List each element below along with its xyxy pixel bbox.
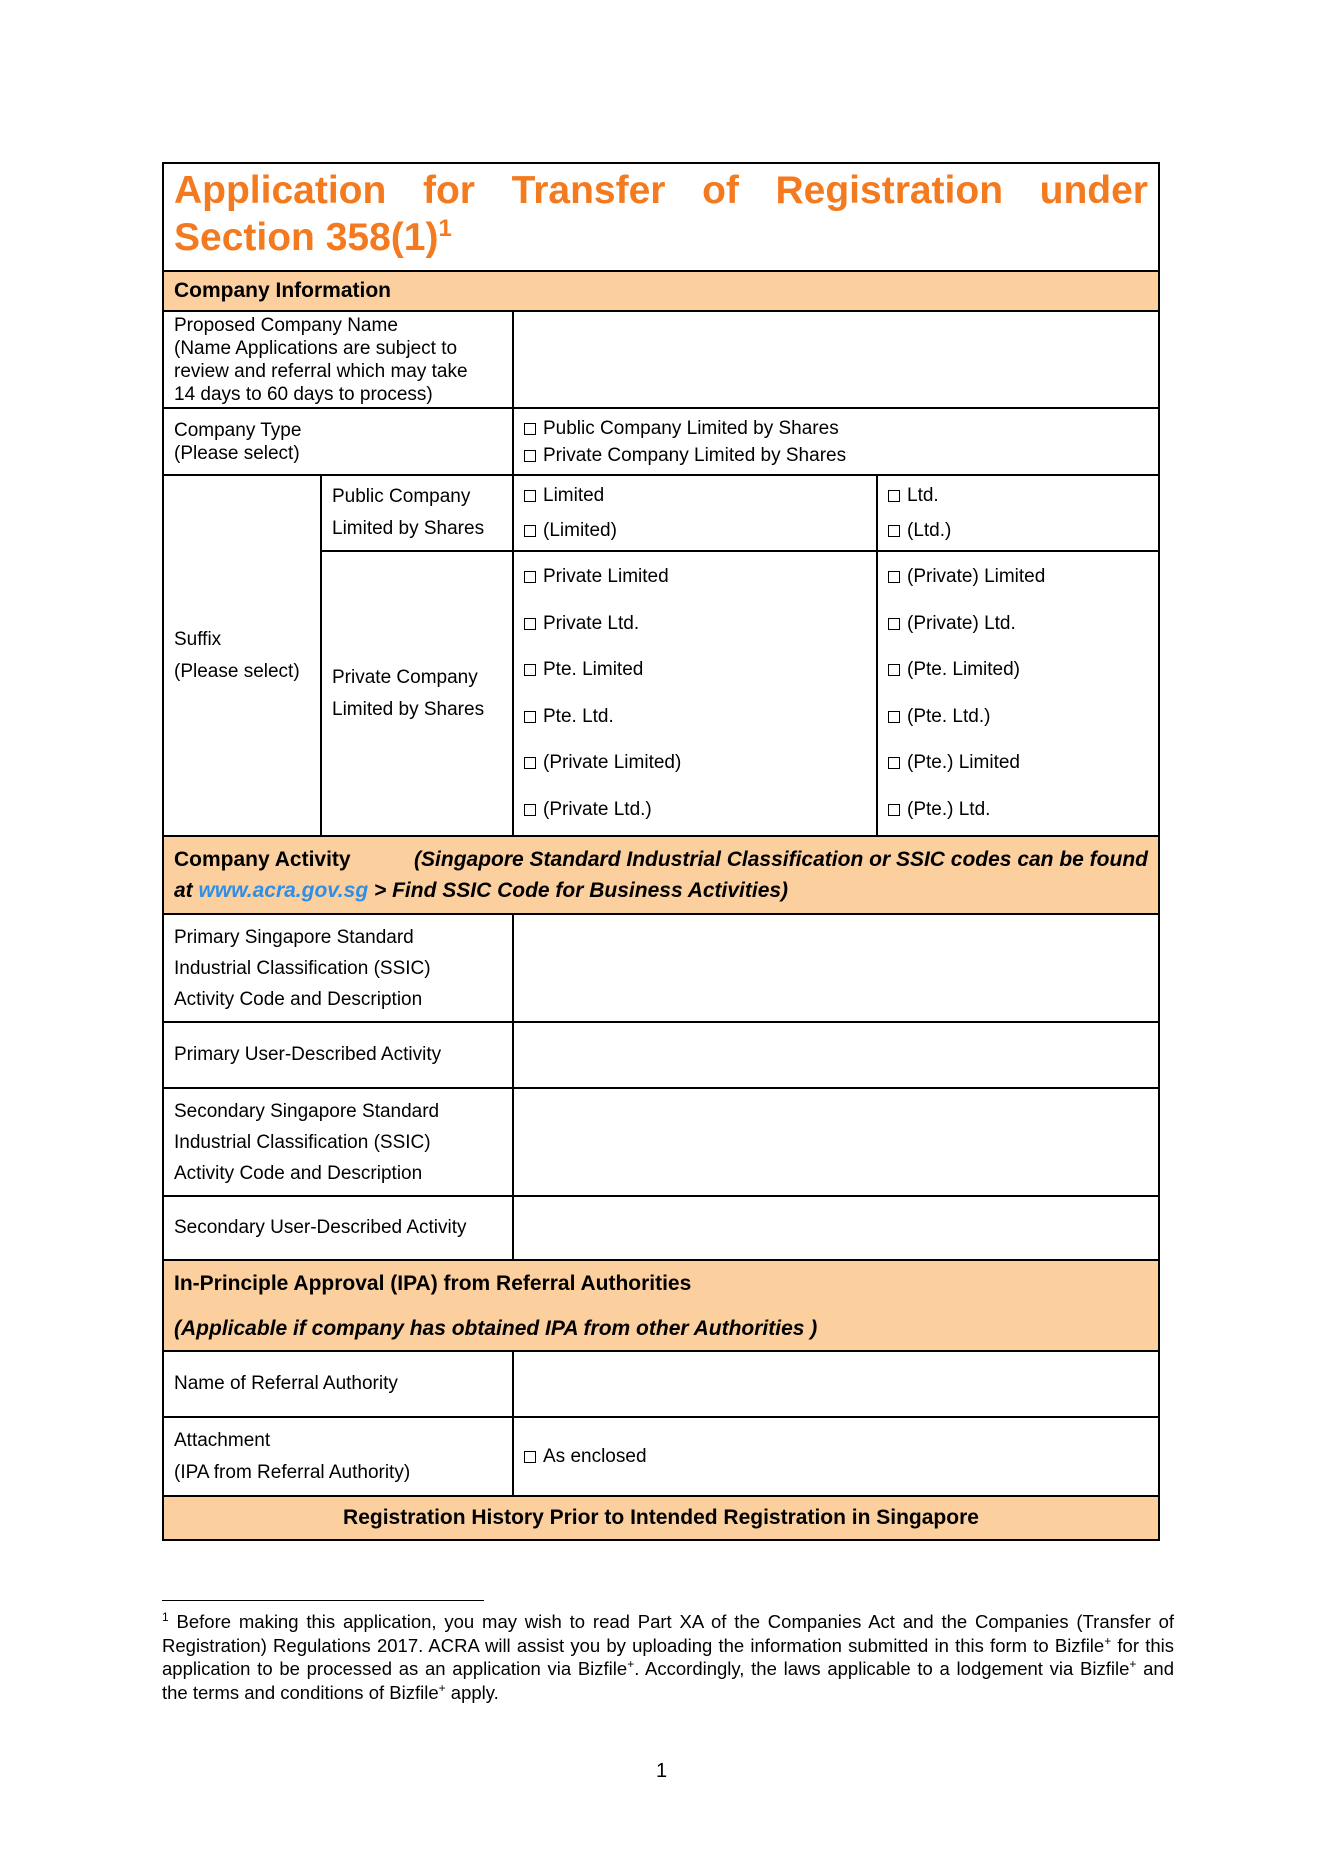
- company-info-heading: [164, 270, 1158, 310]
- option-label: (Private) Ltd.: [907, 612, 1016, 634]
- suffix-option[interactable]: [888, 613, 1148, 635]
- suffix-label: [164, 476, 322, 835]
- attachment-label: [164, 1418, 514, 1495]
- checkbox-icon[interactable]: [524, 525, 536, 537]
- suffix-options: [322, 476, 1158, 835]
- suffix-option[interactable]: [524, 659, 866, 681]
- section-heading: In-Principle Approval (IPA) from Referral Authorities: [174, 1271, 692, 1295]
- label-line: Attachment: [174, 1429, 271, 1451]
- suffix-option[interactable]: [888, 799, 1148, 821]
- label-line: Activity Code and Description: [174, 988, 423, 1010]
- checkbox-icon[interactable]: [888, 618, 900, 630]
- primary-user-activity-field[interactable]: [514, 1023, 1158, 1087]
- primary-ssic-field[interactable]: [514, 915, 1158, 1021]
- attachment-option-enclosed[interactable]: [524, 1446, 1148, 1468]
- label-line: Industrial Classification (SSIC): [174, 957, 431, 979]
- registration-history-heading: [164, 1495, 1158, 1539]
- label-line: (Please select): [174, 660, 300, 682]
- superscript-plus: +: [1104, 1633, 1112, 1648]
- footnote-text: Before making this application, you may wish to read Part XA of the Companies Act and the Companies (Transfer of Registration) Regulations 2017. ACRA will assist you by uploading the information submitted in this form to Bizfile: [162, 1611, 1175, 1656]
- checkbox-icon[interactable]: [888, 571, 900, 583]
- referral-authority-field[interactable]: [514, 1352, 1158, 1416]
- label-line: Public Company: [332, 486, 471, 507]
- page-number: 1: [655, 1760, 668, 1782]
- label-line: Company Type: [174, 419, 302, 441]
- checkbox-icon[interactable]: [524, 757, 536, 769]
- label-line: Secondary Singapore Standard: [174, 1100, 440, 1122]
- suffix-option[interactable]: [524, 485, 866, 507]
- proposed-name-row: [164, 310, 1158, 407]
- secondary-ssic-field[interactable]: [514, 1089, 1158, 1195]
- suffix-public-col2: [878, 476, 1158, 550]
- secondary-user-activity-row: [164, 1195, 1158, 1259]
- checkbox-icon[interactable]: [888, 664, 900, 676]
- secondary-user-activity-label: [164, 1197, 514, 1259]
- checkbox-icon[interactable]: [524, 450, 536, 462]
- checkbox-icon[interactable]: [524, 490, 536, 502]
- footnote-text: for this application to be processed as an application via Bizfile: [162, 1634, 1174, 1679]
- checkbox-icon[interactable]: [524, 1451, 536, 1463]
- section-heading: Company Information: [174, 279, 392, 302]
- title-word: Registration: [775, 169, 1004, 212]
- footnote: [162, 1610, 1174, 1704]
- option-label: Private Ltd.: [543, 612, 640, 634]
- company-type-row: [164, 407, 1158, 474]
- option-label: As enclosed: [543, 1445, 647, 1467]
- checkbox-icon[interactable]: [888, 490, 900, 502]
- primary-user-activity-row: [164, 1021, 1158, 1087]
- label-line: Primary Singapore Standard: [174, 926, 414, 948]
- proposed-name-field[interactable]: [514, 312, 1158, 407]
- company-type-option-private[interactable]: [524, 442, 1148, 469]
- title-section: Section 358(1): [174, 216, 439, 259]
- label-line: 14 days to 60 days to process): [174, 383, 433, 405]
- option-label: (Pte. Ltd.): [907, 705, 991, 727]
- suffix-option[interactable]: [888, 485, 1148, 507]
- referral-authority-label: [164, 1352, 514, 1416]
- option-label: (Private Ltd.): [543, 798, 652, 820]
- label-line: Primary User-Described Activity: [174, 1044, 442, 1065]
- option-label: Private Limited: [543, 566, 669, 588]
- company-type-label: [164, 409, 514, 474]
- option-label: (Limited): [543, 519, 617, 541]
- suffix-option[interactable]: [524, 613, 866, 635]
- option-label: Public Company Limited by Shares: [543, 417, 839, 439]
- title-footnote-mark: 1: [438, 215, 452, 242]
- suffix-private-col1: [514, 552, 878, 835]
- footnote-text: and the terms and conditions of Bizfile: [162, 1658, 1174, 1703]
- option-label: (Pte. Limited): [907, 659, 1020, 681]
- checkbox-icon[interactable]: [524, 711, 536, 723]
- label-line: Private Company: [332, 666, 478, 688]
- suffix-public: [322, 476, 1158, 550]
- suffix-option[interactable]: [524, 520, 866, 542]
- label-line: Name of Referral Authority: [174, 1373, 398, 1394]
- option-label: (Pte.) Ltd.: [907, 798, 991, 820]
- secondary-user-activity-field[interactable]: [514, 1197, 1158, 1259]
- label-line: (Please select): [174, 442, 300, 464]
- primary-ssic-row: [164, 913, 1158, 1021]
- title-word: Application: [174, 169, 387, 212]
- suffix-public-col1: [514, 476, 878, 550]
- section-heading-note: (Applicable if company has obtained IPA from other Authorities ): [174, 1316, 818, 1340]
- secondary-ssic-row: [164, 1087, 1158, 1195]
- suffix-private: [322, 550, 1158, 835]
- primary-ssic-label: [164, 915, 514, 1021]
- checkbox-icon[interactable]: [888, 804, 900, 816]
- label-line: Limited by Shares: [332, 518, 485, 539]
- activity-heading-line-1: [174, 844, 1148, 875]
- suffix-public-label: [322, 476, 514, 550]
- referral-authority-row: [164, 1350, 1158, 1416]
- footnote-mark: 1: [162, 1609, 169, 1624]
- suffix-option[interactable]: [888, 520, 1148, 542]
- label-line: Limited by Shares: [332, 698, 485, 720]
- label-line: Secondary User-Described Activity: [174, 1217, 467, 1238]
- label-line: Suffix: [174, 628, 222, 650]
- company-activity-heading: [164, 835, 1158, 913]
- section-heading-note: > Find SSIC Code for Business Activities): [374, 879, 789, 902]
- suffix-option[interactable]: [888, 752, 1148, 774]
- company-type-option-public[interactable]: [524, 415, 1148, 442]
- title-word: for: [422, 169, 475, 212]
- attachment-options: [514, 1418, 1158, 1495]
- superscript-plus: +: [438, 1680, 446, 1695]
- option-label: Pte. Ltd.: [543, 705, 614, 727]
- option-label: (Private) Limited: [907, 566, 1046, 588]
- option-label: Ltd.: [907, 484, 939, 506]
- checkbox-icon[interactable]: [524, 618, 536, 630]
- form-title: [164, 164, 1158, 270]
- suffix-option[interactable]: [524, 799, 866, 821]
- label-line: Activity Code and Description: [174, 1162, 423, 1184]
- superscript-plus: +: [627, 1656, 635, 1671]
- title-word: of: [702, 169, 739, 212]
- option-label: Pte. Limited: [543, 659, 644, 681]
- suffix-option[interactable]: [888, 566, 1148, 588]
- label-line: (Name Applications are subject to: [174, 337, 458, 359]
- label-line: (IPA from Referral Authority): [174, 1461, 411, 1483]
- checkbox-icon[interactable]: [888, 711, 900, 723]
- title-word: Transfer: [511, 169, 666, 212]
- section-heading: Registration History Prior to Intended Registration in Singapore: [343, 1506, 979, 1529]
- superscript-plus: +: [1129, 1656, 1137, 1671]
- checkbox-icon[interactable]: [524, 664, 536, 676]
- title-line-1: [174, 167, 1148, 214]
- footnote-divider: [162, 1600, 484, 1601]
- footnote-text: apply.: [445, 1681, 499, 1703]
- primary-user-activity-label: [164, 1023, 514, 1087]
- checkbox-icon[interactable]: [888, 525, 900, 537]
- section-heading: Company Activity: [174, 848, 351, 871]
- ipa-heading: [164, 1259, 1158, 1350]
- section-heading-note: (Singapore Standard Industrial Classification or SSIC codes can be found: [414, 848, 1148, 871]
- activity-heading-line-2: [174, 875, 788, 906]
- checkbox-icon[interactable]: [524, 423, 536, 435]
- footnote-text: . Accordingly, the laws applicable to a lodgement via Bizfile: [634, 1658, 1130, 1679]
- option-label: (Private Limited): [543, 752, 682, 774]
- section-heading-note: at: [174, 879, 193, 902]
- suffix-private-col2: [878, 552, 1158, 835]
- acra-link[interactable]: www.acra.gov.sg: [198, 879, 369, 902]
- proposed-name-label: [164, 312, 514, 407]
- company-type-options: [514, 409, 1158, 474]
- label-line: Industrial Classification (SSIC): [174, 1131, 431, 1153]
- suffix-option[interactable]: [524, 706, 866, 728]
- title-word: under: [1039, 169, 1148, 212]
- label-line: Proposed Company Name: [174, 314, 398, 336]
- suffix-option[interactable]: [524, 752, 866, 774]
- checkbox-icon[interactable]: [888, 757, 900, 769]
- suffix-option[interactable]: [888, 659, 1148, 681]
- checkbox-icon[interactable]: [524, 804, 536, 816]
- label-line: review and referral which may take: [174, 360, 468, 382]
- title-line-2: [174, 214, 1148, 261]
- checkbox-icon[interactable]: [524, 571, 536, 583]
- suffix-private-label: [322, 552, 514, 835]
- option-label: (Pte.) Limited: [907, 752, 1020, 774]
- option-label: Limited: [543, 484, 605, 506]
- attachment-row: [164, 1416, 1158, 1495]
- suffix-option[interactable]: [888, 706, 1148, 728]
- suffix-option[interactable]: [524, 566, 866, 588]
- secondary-ssic-label: [164, 1089, 514, 1195]
- option-label: (Ltd.): [907, 519, 952, 541]
- suffix-row: [164, 474, 1158, 835]
- option-label: Private Company Limited by Shares: [543, 444, 847, 466]
- application-form: [162, 162, 1160, 1541]
